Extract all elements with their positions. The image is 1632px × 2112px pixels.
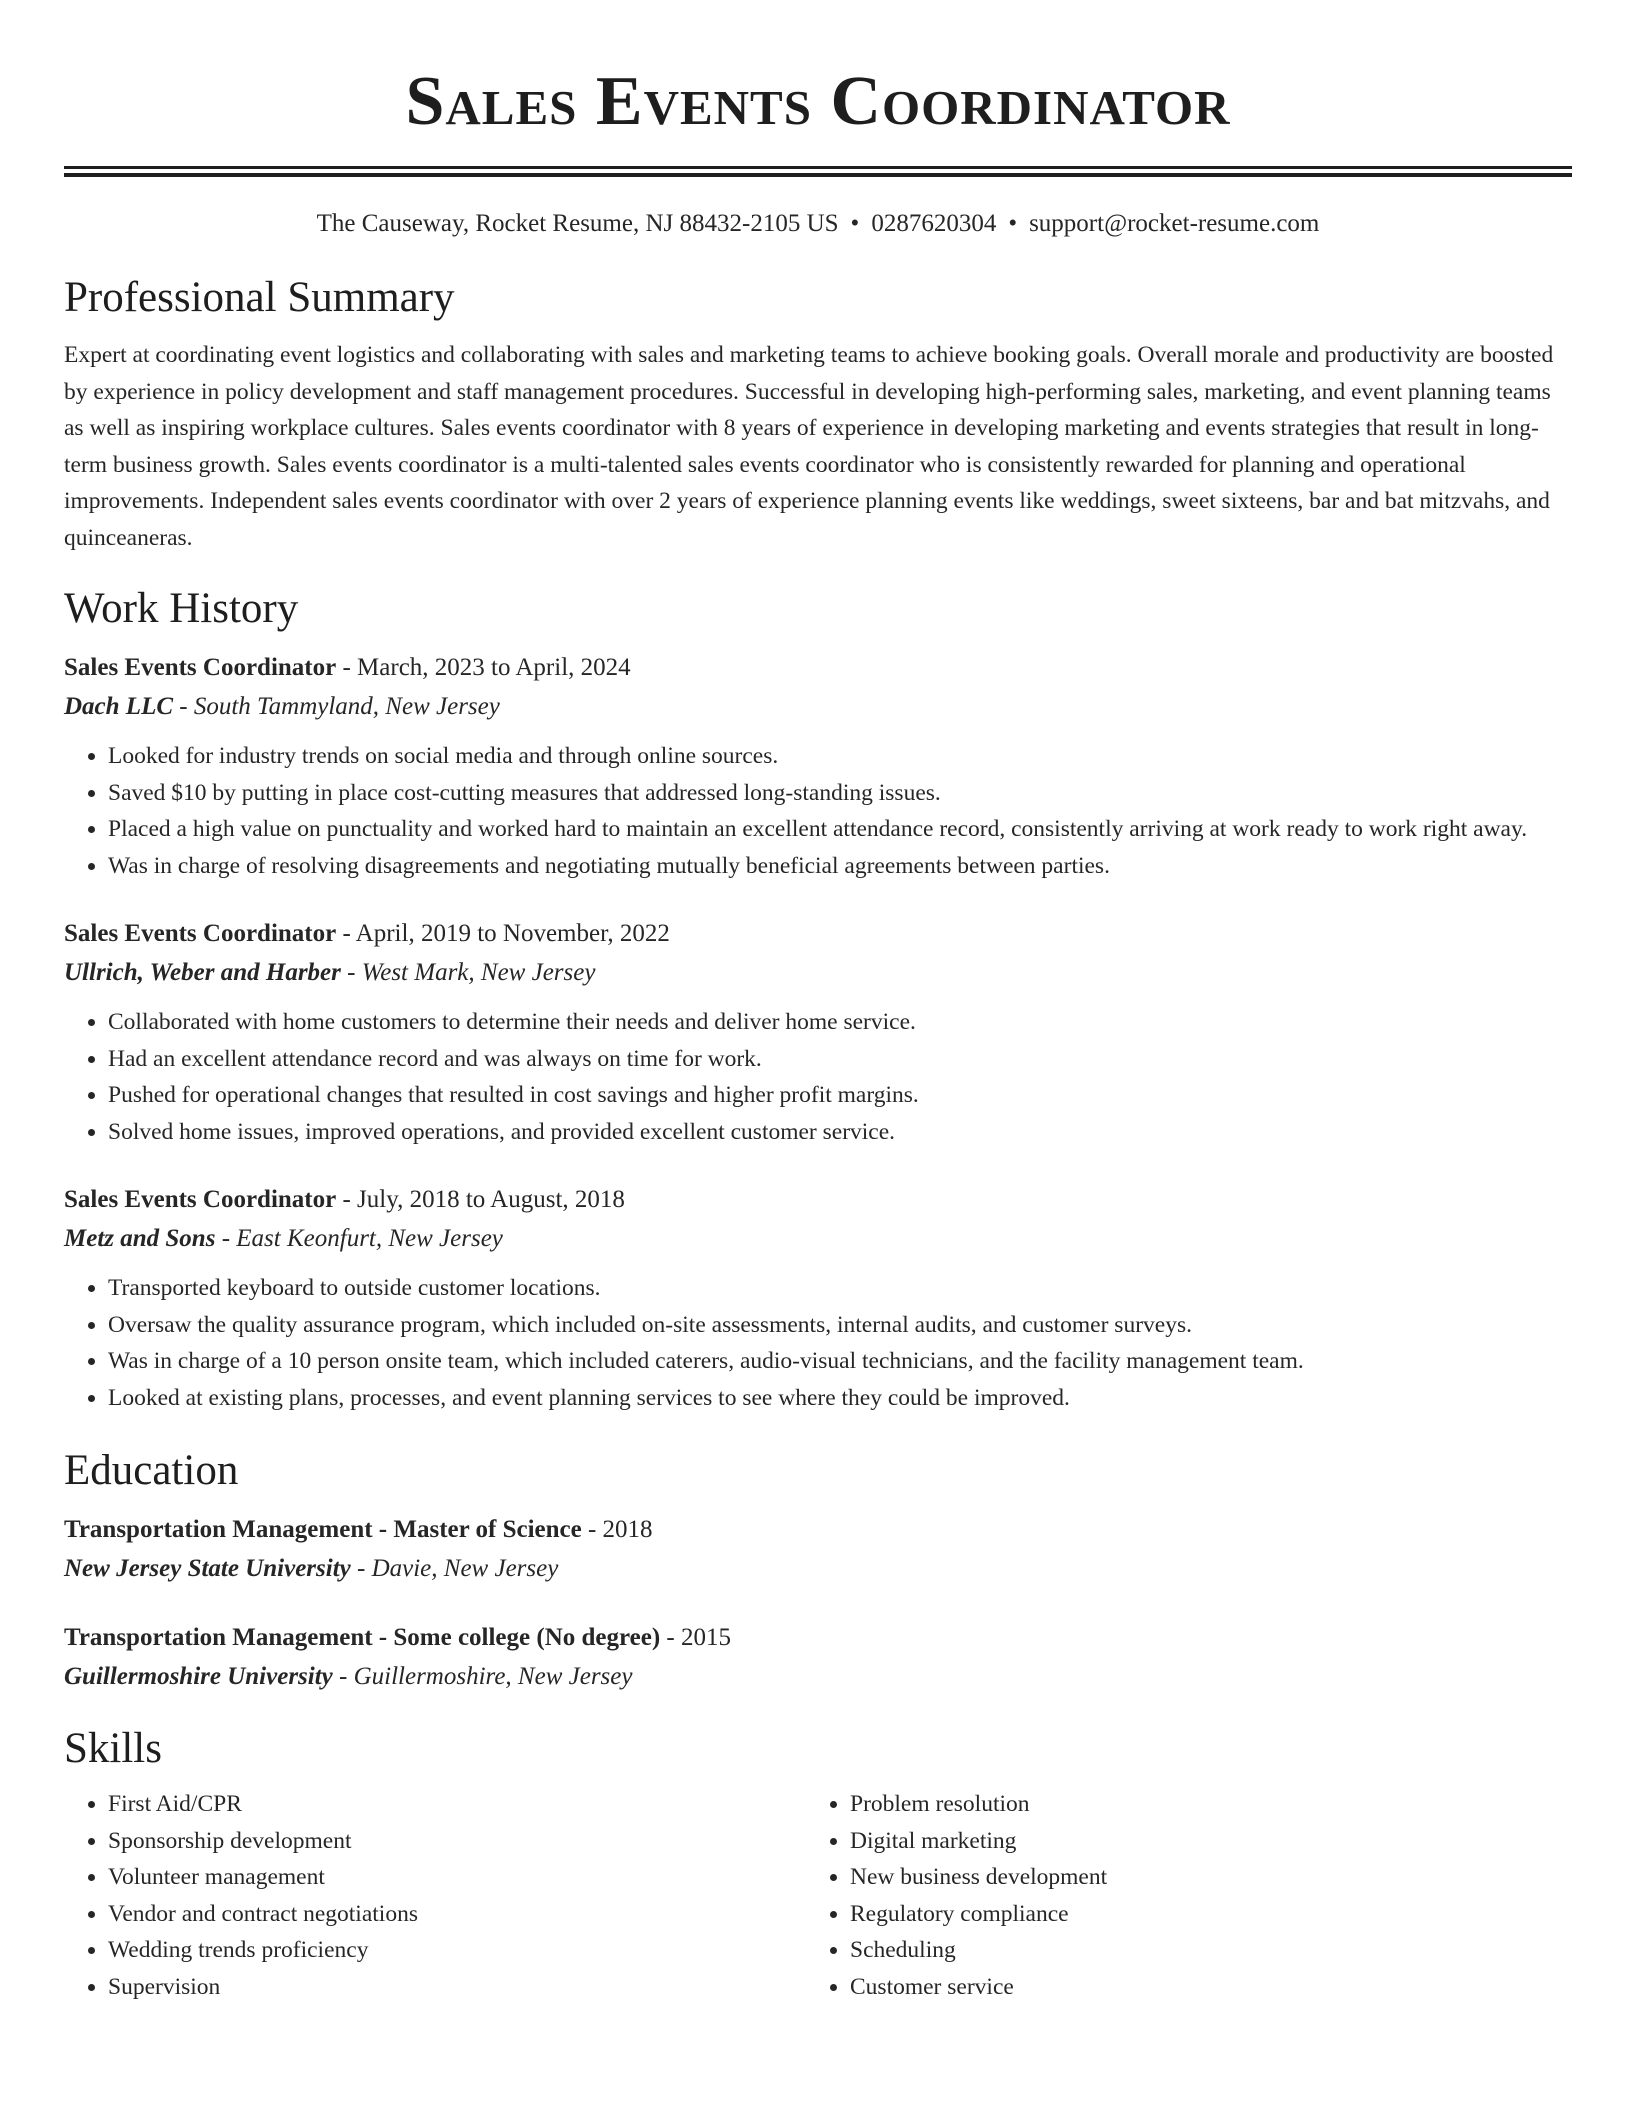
job-title: Sales Events Coordinator — [64, 1186, 337, 1213]
job-duty: • Placed a high value on punctuality and worked hard to maintain an excellent attendance record, consistently arriving at work ready to work right away. — [108, 811, 1572, 848]
job-duty: • Saved $10 by putting in place cost-cutting measures that addressed long-standing issues. — [108, 775, 1572, 812]
job-title: Sales Events Coordinator — [64, 920, 337, 947]
skill-item: • Regulatory compliance — [850, 1896, 1548, 1933]
job-dates: - July, 2018 to August, 2018 — [336, 1186, 625, 1213]
job-duties — [64, 1270, 1572, 1416]
skill-item: • Problem resolution — [850, 1786, 1548, 1823]
contact-email: support@rocket-resume.com — [1029, 210, 1320, 237]
education-header — [64, 1618, 1572, 1657]
contact-separator: • — [850, 210, 860, 237]
title-divider — [64, 166, 1572, 177]
job-dates: - April, 2019 to November, 2022 — [336, 920, 670, 947]
job-location: - South Tammyland, New Jersey — [173, 693, 500, 720]
job-company: Ullrich, Weber and Harber — [64, 959, 341, 986]
contact-address: The Causeway, Rocket Resume, NJ 88432-2105 US — [316, 210, 839, 237]
education-year: - 2015 — [660, 1624, 731, 1651]
education-location: - Davie, New Jersey — [350, 1555, 559, 1582]
contact-line — [64, 207, 1572, 241]
contact-separator: • — [1008, 210, 1018, 237]
skill-item: • Wedding trends proficiency — [108, 1932, 806, 1969]
job-duty: • Was in charge of a 10 person onsite team, which included caterers, audio-visual technicians, and the facility management team. — [108, 1343, 1572, 1380]
education-school: New Jersey State University — [64, 1555, 351, 1582]
skill-item: • First Aid/CPR — [108, 1786, 806, 1823]
job-header — [64, 914, 1572, 953]
skills-list-right — [806, 1786, 1548, 2005]
skill-item: • New business development — [850, 1859, 1548, 1896]
education-entry — [64, 1510, 1572, 1588]
job-duty: • Had an excellent attendance record and was always on time for work. — [108, 1041, 1572, 1078]
education-location: - Guillermoshire, New Jersey — [332, 1663, 633, 1690]
education-school-line — [64, 1549, 1572, 1588]
education-section — [64, 1444, 1572, 1696]
job-company: Metz and Sons — [64, 1225, 216, 1252]
education-header — [64, 1510, 1572, 1549]
job-title: Sales Events Coordinator — [64, 654, 337, 681]
skill-item: • Supervision — [108, 1969, 806, 2006]
job-dates: - March, 2023 to April, 2024 — [336, 654, 631, 681]
job-duty: • Transported keyboard to outside customer locations. — [108, 1270, 1572, 1307]
job-employer — [64, 1219, 1572, 1258]
summary-section — [64, 271, 1572, 556]
job-entry — [64, 648, 1572, 884]
job-entry — [64, 914, 1572, 1150]
education-school: Guillermoshire University — [64, 1663, 333, 1690]
job-duties — [64, 1004, 1572, 1150]
work-history-heading: Work History — [64, 585, 299, 632]
skills-section — [64, 1722, 1572, 2005]
contact-phone: 0287620304 — [871, 210, 997, 237]
job-location: - West Mark, New Jersey — [340, 959, 596, 986]
education-degree: Transportation Management - Some college (No degree) — [64, 1624, 661, 1651]
job-company: Dach LLC — [64, 693, 174, 720]
job-entry — [64, 1180, 1572, 1416]
job-duties — [64, 738, 1572, 884]
skills-list-left — [64, 1786, 806, 2005]
skill-item: • Volunteer management — [108, 1859, 806, 1896]
job-header — [64, 648, 1572, 687]
job-employer — [64, 687, 1572, 726]
education-heading: Education — [64, 1447, 239, 1494]
job-header — [64, 1180, 1572, 1219]
job-location: - East Keonfurt, New Jersey — [215, 1225, 503, 1252]
skill-item: • Sponsorship development — [108, 1823, 806, 1860]
skills-columns — [64, 1786, 1572, 2005]
job-duty: • Looked at existing plans, processes, and event planning services to see where they could be improved. — [108, 1380, 1572, 1417]
skill-item: • Digital marketing — [850, 1823, 1548, 1860]
work-history-section — [64, 582, 1572, 1416]
education-entry — [64, 1618, 1572, 1696]
education-year: - 2018 — [581, 1516, 653, 1543]
skill-item: • Customer service — [850, 1969, 1548, 2006]
education-school-line — [64, 1657, 1572, 1696]
job-employer — [64, 953, 1572, 992]
education-degree: Transportation Management - Master of Science — [64, 1516, 582, 1543]
job-duty: • Looked for industry trends on social media and through online sources. — [108, 738, 1572, 775]
job-duty: • Was in charge of resolving disagreements and negotiating mutually beneficial agreements between parties. — [108, 848, 1572, 885]
job-duty: • Solved home issues, improved operations, and provided excellent customer service. — [108, 1114, 1572, 1151]
summary-heading: Professional Summary — [64, 274, 455, 321]
job-duty: • Pushed for operational changes that resulted in cost savings and higher profit margins. — [108, 1077, 1572, 1114]
skill-item: • Scheduling — [850, 1932, 1548, 1969]
job-duty: • Oversaw the quality assurance program, which included on-site assessments, internal audits, and customer surveys. — [108, 1307, 1572, 1344]
skills-heading: Skills — [64, 1725, 162, 1772]
job-duty: • Collaborated with home customers to determine their needs and deliver home service. — [108, 1004, 1572, 1041]
resume-page — [64, 0, 1572, 2005]
summary-text: Expert at coordinating event logistics and collaborating with sales and marketing teams to achieve booking goals. Overall morale and productivity are boosted by experience in policy development and staff management procedures. Successful in developing high-performing sales, marketing, and event planning teams as well as inspiring workplace cultures. Sales events coordinator with 8 years of experience in developing marketing and events strategies that result in long-term business growth. Sales events coordinator is a multi-talented sales events coordinator who is consistently rewarded for planning and operational improvements. Independent sales events coordinator with over 2 years of experience planning events like weddings, sweet sixteens, bar and bat mitzvahs, and quinceaneras. — [64, 342, 1554, 551]
resume-title: Sales Events Coordinator — [405, 63, 1231, 140]
skill-item: • Vendor and contract negotiations — [108, 1896, 806, 1933]
